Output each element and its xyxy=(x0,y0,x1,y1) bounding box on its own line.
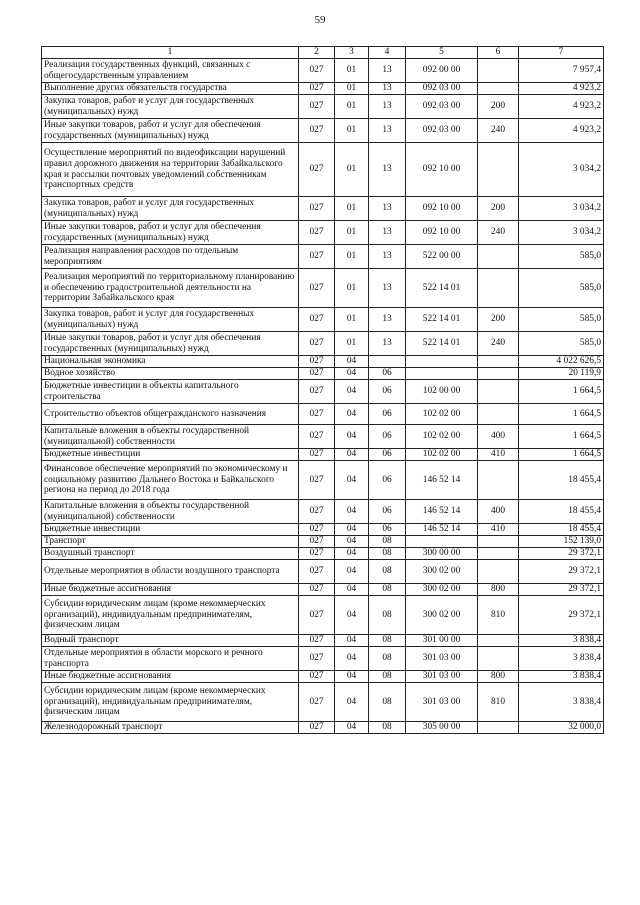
table-row xyxy=(42,368,604,380)
table-row xyxy=(42,548,604,560)
row-subsection-code: 08 xyxy=(369,683,406,722)
row-target-code: 146 52 14 xyxy=(406,500,478,524)
row-admin-code: 027 xyxy=(299,536,335,548)
table-body xyxy=(42,59,604,734)
table-row xyxy=(42,722,604,734)
row-subsection-code: 06 xyxy=(369,368,406,380)
row-name: Выполнение других обязательств государства xyxy=(42,83,299,95)
row-expense-type-code xyxy=(478,461,519,500)
row-admin-code: 027 xyxy=(299,596,335,635)
row-name: Водный транспорт xyxy=(42,635,299,647)
row-subsection-code: 13 xyxy=(369,83,406,95)
row-admin-code: 027 xyxy=(299,59,335,83)
row-name: Реализация направления расходов по отдельным мероприятиям xyxy=(42,245,299,269)
table-row xyxy=(42,647,604,671)
row-section-code: 04 xyxy=(335,461,369,500)
row-section-code: 01 xyxy=(335,59,369,83)
row-subsection-code: 08 xyxy=(369,647,406,671)
row-target-code xyxy=(406,536,478,548)
row-name: Иные закупки товаров, работ и услуг для обеспечения государственных (муниципальных) нужд xyxy=(42,332,299,356)
row-amount: 18 455,4 xyxy=(519,524,604,536)
row-subsection-code: 13 xyxy=(369,221,406,245)
row-target-code: 522 14 01 xyxy=(406,308,478,332)
row-target-code: 300 02 00 xyxy=(406,596,478,635)
row-amount: 1 664,5 xyxy=(519,380,604,404)
row-target-code: 146 52 14 xyxy=(406,461,478,500)
table-row xyxy=(42,671,604,683)
row-admin-code: 027 xyxy=(299,500,335,524)
row-section-code: 04 xyxy=(335,584,369,596)
table-row xyxy=(42,584,604,596)
table-row xyxy=(42,119,604,143)
row-subsection-code: 08 xyxy=(369,596,406,635)
row-admin-code: 027 xyxy=(299,425,335,449)
row-target-code: 301 00 00 xyxy=(406,635,478,647)
table-row xyxy=(42,356,604,368)
row-subsection-code: 06 xyxy=(369,461,406,500)
row-section-code: 04 xyxy=(335,722,369,734)
row-subsection-code: 13 xyxy=(369,143,406,197)
row-expense-type-code xyxy=(478,536,519,548)
row-name: Субсидии юридическим лицам (кроме некоммерческих организаций), индивидуальным предпринимателям, физическим лицам xyxy=(42,683,299,722)
row-admin-code: 027 xyxy=(299,143,335,197)
row-amount: 18 455,4 xyxy=(519,500,604,524)
row-target-code xyxy=(406,356,478,368)
page-number: 59 xyxy=(314,14,326,26)
row-admin-code: 027 xyxy=(299,83,335,95)
row-target-code: 092 03 00 xyxy=(406,95,478,119)
table-row xyxy=(42,596,604,635)
row-admin-code: 027 xyxy=(299,380,335,404)
row-subsection-code: 06 xyxy=(369,404,406,425)
row-target-code xyxy=(406,368,478,380)
table-row xyxy=(42,95,604,119)
row-expense-type-code: 200 xyxy=(478,95,519,119)
row-amount: 4 022 626,5 xyxy=(519,356,604,368)
row-expense-type-code: 200 xyxy=(478,197,519,221)
row-subsection-code: 08 xyxy=(369,722,406,734)
row-section-code: 01 xyxy=(335,95,369,119)
row-target-code: 102 00 00 xyxy=(406,380,478,404)
row-expense-type-code xyxy=(478,404,519,425)
row-target-code: 300 02 00 xyxy=(406,584,478,596)
row-target-code: 092 00 00 xyxy=(406,59,478,83)
row-subsection-code: 13 xyxy=(369,332,406,356)
row-name: Субсидии юридическим лицам (кроме некоммерческих организаций), индивидуальным предпринимателям, физическим лицам xyxy=(42,596,299,635)
row-target-code: 102 02 00 xyxy=(406,425,478,449)
row-admin-code: 027 xyxy=(299,647,335,671)
row-amount: 29 372,1 xyxy=(519,596,604,635)
row-expense-type-code: 810 xyxy=(478,596,519,635)
column-header: 5 xyxy=(406,47,478,59)
row-target-code: 092 10 00 xyxy=(406,143,478,197)
row-subsection-code: 13 xyxy=(369,59,406,83)
budget-table xyxy=(41,46,604,734)
row-section-code: 01 xyxy=(335,83,369,95)
row-admin-code: 027 xyxy=(299,356,335,368)
row-expense-type-code xyxy=(478,143,519,197)
row-target-code: 102 02 00 xyxy=(406,449,478,461)
row-expense-type-code: 800 xyxy=(478,584,519,596)
column-number-row xyxy=(42,47,604,59)
row-amount: 4 923,2 xyxy=(519,119,604,143)
row-subsection-code: 06 xyxy=(369,524,406,536)
table-row xyxy=(42,83,604,95)
row-expense-type-code xyxy=(478,356,519,368)
row-admin-code: 027 xyxy=(299,683,335,722)
table-row xyxy=(42,536,604,548)
row-expense-type-code: 400 xyxy=(478,425,519,449)
row-section-code: 01 xyxy=(335,332,369,356)
row-subsection-code: 08 xyxy=(369,635,406,647)
row-amount: 585,0 xyxy=(519,308,604,332)
row-expense-type-code xyxy=(478,560,519,584)
row-subsection-code: 08 xyxy=(369,584,406,596)
row-name: Транспорт xyxy=(42,536,299,548)
row-amount: 1 664,5 xyxy=(519,425,604,449)
table-row xyxy=(42,500,604,524)
table-row xyxy=(42,524,604,536)
row-target-code: 301 03 00 xyxy=(406,647,478,671)
row-admin-code: 027 xyxy=(299,404,335,425)
row-subsection-code: 08 xyxy=(369,536,406,548)
row-amount: 4 923,2 xyxy=(519,95,604,119)
row-section-code: 04 xyxy=(335,536,369,548)
row-section-code: 04 xyxy=(335,449,369,461)
row-section-code: 01 xyxy=(335,143,369,197)
row-expense-type-code xyxy=(478,59,519,83)
table-row xyxy=(42,269,604,308)
table-row xyxy=(42,425,604,449)
row-subsection-code: 13 xyxy=(369,119,406,143)
row-expense-type-code: 410 xyxy=(478,524,519,536)
row-subsection-code: 08 xyxy=(369,548,406,560)
row-subsection-code: 13 xyxy=(369,197,406,221)
table-row xyxy=(42,308,604,332)
row-expense-type-code: 240 xyxy=(478,221,519,245)
row-name: Закупка товаров, работ и услуг для государственных (муниципальных) нужд xyxy=(42,197,299,221)
row-amount: 3 838,4 xyxy=(519,683,604,722)
row-amount: 18 455,4 xyxy=(519,461,604,500)
row-section-code: 01 xyxy=(335,119,369,143)
row-name: Водное хозяйство xyxy=(42,368,299,380)
row-target-code: 301 03 00 xyxy=(406,671,478,683)
table-row xyxy=(42,635,604,647)
row-amount: 3 838,4 xyxy=(519,635,604,647)
row-admin-code: 027 xyxy=(299,221,335,245)
row-name: Отдельные мероприятия в области воздушного транспорта xyxy=(42,560,299,584)
row-section-code: 01 xyxy=(335,245,369,269)
row-section-code: 04 xyxy=(335,368,369,380)
column-header: 3 xyxy=(335,47,369,59)
row-name: Строительство объектов общегражданского назначения xyxy=(42,404,299,425)
row-amount: 1 664,5 xyxy=(519,404,604,425)
row-name: Иные закупки товаров, работ и услуг для обеспечения государственных (муниципальных) нужд xyxy=(42,119,299,143)
row-name: Финансовое обеспечение мероприятий по экономическому и социальному развитию Дальнего Востока и Байкальского региона на период до 2018 года xyxy=(42,461,299,500)
row-amount: 29 372,1 xyxy=(519,560,604,584)
row-target-code: 300 00 00 xyxy=(406,548,478,560)
row-subsection-code: 13 xyxy=(369,245,406,269)
row-name: Бюджетные инвестиции xyxy=(42,449,299,461)
row-section-code: 04 xyxy=(335,635,369,647)
row-subsection-code: 13 xyxy=(369,95,406,119)
row-expense-type-code xyxy=(478,647,519,671)
row-admin-code: 027 xyxy=(299,671,335,683)
row-amount: 3 838,4 xyxy=(519,647,604,671)
row-target-code: 092 10 00 xyxy=(406,197,478,221)
row-target-code: 522 14 01 xyxy=(406,332,478,356)
row-name: Закупка товаров, работ и услуг для государственных (муниципальных) нужд xyxy=(42,308,299,332)
row-expense-type-code xyxy=(478,245,519,269)
row-name: Железнодорожный транспорт xyxy=(42,722,299,734)
row-subsection-code: 06 xyxy=(369,449,406,461)
row-expense-type-code xyxy=(478,368,519,380)
row-section-code: 04 xyxy=(335,500,369,524)
row-section-code: 04 xyxy=(335,671,369,683)
row-section-code: 04 xyxy=(335,560,369,584)
table-row xyxy=(42,449,604,461)
table-row xyxy=(42,332,604,356)
row-amount: 29 372,1 xyxy=(519,548,604,560)
row-admin-code: 027 xyxy=(299,635,335,647)
row-name: Национальная экономика xyxy=(42,356,299,368)
row-admin-code: 027 xyxy=(299,560,335,584)
row-target-code: 301 03 00 xyxy=(406,683,478,722)
row-subsection-code: 08 xyxy=(369,560,406,584)
row-section-code: 01 xyxy=(335,197,369,221)
row-admin-code: 027 xyxy=(299,332,335,356)
row-name: Отдельные мероприятия в области морского и речного транспорта xyxy=(42,647,299,671)
row-section-code: 04 xyxy=(335,380,369,404)
column-header: 1 xyxy=(42,47,299,59)
row-name: Реализация мероприятий по территориальному планированию и обеспечению градостроительной деятельности на территории Забайкальского края xyxy=(42,269,299,308)
table-row xyxy=(42,143,604,197)
row-name: Воздушный транспорт xyxy=(42,548,299,560)
row-amount: 585,0 xyxy=(519,332,604,356)
row-target-code: 146 52 14 xyxy=(406,524,478,536)
row-name: Реализация государственных функций, связанных с общегосударственным управлением xyxy=(42,59,299,83)
row-target-code: 102 02 00 xyxy=(406,404,478,425)
row-admin-code: 027 xyxy=(299,197,335,221)
row-target-code: 522 00 00 xyxy=(406,245,478,269)
row-expense-type-code xyxy=(478,83,519,95)
row-target-code: 092 10 00 xyxy=(406,221,478,245)
row-admin-code: 027 xyxy=(299,308,335,332)
row-section-code: 04 xyxy=(335,356,369,368)
row-admin-code: 027 xyxy=(299,461,335,500)
column-header: 2 xyxy=(299,47,335,59)
table-row xyxy=(42,221,604,245)
row-name: Капитальные вложения в объекты государственной (муниципальной) собственности xyxy=(42,500,299,524)
row-expense-type-code: 240 xyxy=(478,119,519,143)
row-amount: 7 957,4 xyxy=(519,59,604,83)
row-section-code: 04 xyxy=(335,548,369,560)
row-amount: 585,0 xyxy=(519,269,604,308)
row-expense-type-code: 410 xyxy=(478,449,519,461)
table-row xyxy=(42,197,604,221)
table-row xyxy=(42,560,604,584)
row-name: Иные бюджетные ассигнования xyxy=(42,584,299,596)
row-admin-code: 027 xyxy=(299,548,335,560)
row-subsection-code: 06 xyxy=(369,380,406,404)
row-admin-code: 027 xyxy=(299,449,335,461)
row-name: Капитальные вложения в объекты государственной (муниципальной) собственности xyxy=(42,425,299,449)
row-section-code: 01 xyxy=(335,308,369,332)
row-amount: 3 034,2 xyxy=(519,143,604,197)
row-amount: 3 838,4 xyxy=(519,671,604,683)
row-name: Бюджетные инвестиции в объекты капитального строительства xyxy=(42,380,299,404)
row-admin-code: 027 xyxy=(299,245,335,269)
row-target-code: 092 03 00 xyxy=(406,83,478,95)
row-amount: 20 119,9 xyxy=(519,368,604,380)
row-subsection-code: 13 xyxy=(369,269,406,308)
row-amount: 3 034,2 xyxy=(519,221,604,245)
column-header: 7 xyxy=(519,47,604,59)
table-row xyxy=(42,380,604,404)
column-header: 6 xyxy=(478,47,519,59)
row-target-code: 300 02 00 xyxy=(406,560,478,584)
row-expense-type-code: 400 xyxy=(478,500,519,524)
row-admin-code: 027 xyxy=(299,119,335,143)
row-section-code: 04 xyxy=(335,524,369,536)
row-expense-type-code: 810 xyxy=(478,683,519,722)
row-name: Бюджетные инвестиции xyxy=(42,524,299,536)
row-expense-type-code: 200 xyxy=(478,308,519,332)
row-admin-code: 027 xyxy=(299,584,335,596)
row-amount: 4 923,2 xyxy=(519,83,604,95)
row-subsection-code: 13 xyxy=(369,308,406,332)
row-target-code: 305 00 00 xyxy=(406,722,478,734)
row-amount: 1 664,5 xyxy=(519,449,604,461)
row-section-code: 04 xyxy=(335,647,369,671)
row-section-code: 04 xyxy=(335,596,369,635)
row-expense-type-code: 240 xyxy=(478,332,519,356)
row-expense-type-code xyxy=(478,548,519,560)
row-admin-code: 027 xyxy=(299,368,335,380)
row-section-code: 04 xyxy=(335,404,369,425)
row-name: Осуществление мероприятий по видеофиксации нарушений правил дорожного движения на территории Забайкальского края и рассылки почтовых уведомлений собственникам транспортных средств xyxy=(42,143,299,197)
row-target-code: 522 14 01 xyxy=(406,269,478,308)
row-admin-code: 027 xyxy=(299,524,335,536)
row-amount: 32 000,0 xyxy=(519,722,604,734)
row-admin-code: 027 xyxy=(299,722,335,734)
row-section-code: 04 xyxy=(335,425,369,449)
row-subsection-code: 06 xyxy=(369,500,406,524)
row-amount: 3 034,2 xyxy=(519,197,604,221)
row-expense-type-code xyxy=(478,269,519,308)
row-name: Иные закупки товаров, работ и услуг для обеспечения государственных (муниципальных) нужд xyxy=(42,221,299,245)
row-expense-type-code xyxy=(478,722,519,734)
row-expense-type-code xyxy=(478,380,519,404)
row-section-code: 04 xyxy=(335,683,369,722)
column-header: 4 xyxy=(369,47,406,59)
row-amount: 585,0 xyxy=(519,245,604,269)
row-section-code: 01 xyxy=(335,221,369,245)
row-amount: 152 139,0 xyxy=(519,536,604,548)
table-row xyxy=(42,245,604,269)
row-admin-code: 027 xyxy=(299,269,335,308)
row-subsection-code: 08 xyxy=(369,671,406,683)
row-expense-type-code: 800 xyxy=(478,671,519,683)
table-row xyxy=(42,683,604,722)
table-row xyxy=(42,59,604,83)
row-expense-type-code xyxy=(478,635,519,647)
row-subsection-code: 06 xyxy=(369,425,406,449)
row-subsection-code xyxy=(369,356,406,368)
row-amount: 29 372,1 xyxy=(519,584,604,596)
row-section-code: 01 xyxy=(335,269,369,308)
table-row xyxy=(42,404,604,425)
row-name: Закупка товаров, работ и услуг для государственных (муниципальных) нужд xyxy=(42,95,299,119)
row-admin-code: 027 xyxy=(299,95,335,119)
row-target-code: 092 03 00 xyxy=(406,119,478,143)
row-name: Иные бюджетные ассигнования xyxy=(42,671,299,683)
table-row xyxy=(42,461,604,500)
